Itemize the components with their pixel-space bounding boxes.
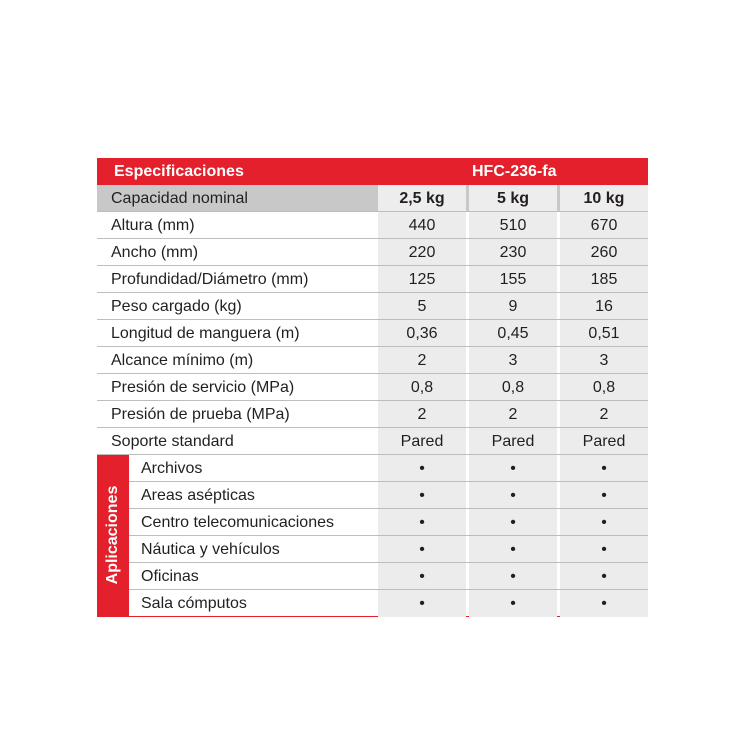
capacity-value: 2,5 kg [378, 185, 466, 211]
row-value: 230 [469, 239, 557, 265]
application-label: Sala cómputos [141, 595, 247, 612]
row-value: 260 [560, 239, 648, 265]
application-row [129, 536, 648, 563]
table-row [97, 239, 648, 266]
bullet-mark: • [469, 509, 557, 535]
row-value: 0,8 [469, 374, 557, 400]
row-value: 0,8 [378, 374, 466, 400]
row-value: 3 [560, 347, 648, 373]
bullet-mark: • [560, 536, 648, 562]
application-label: Archivos [141, 460, 203, 477]
row-value: Pared [469, 428, 557, 454]
application-row [129, 455, 648, 482]
table-row [97, 374, 648, 401]
row-label: Ancho (mm) [111, 244, 199, 261]
table-row [97, 401, 648, 428]
application-label: Areas asépticas [141, 487, 255, 504]
bullet-mark: • [469, 482, 557, 508]
table-row [97, 428, 648, 455]
applications-title: Aplicaciones [104, 485, 121, 585]
row-value: 670 [560, 212, 648, 238]
row-value: 2 [378, 401, 466, 427]
applications-section [97, 455, 648, 617]
row-label: Presión de prueba (MPa) [111, 406, 290, 423]
bullet-mark: • [378, 590, 466, 617]
row-label: Alcance mínimo (m) [111, 352, 254, 369]
bullet-mark: • [378, 509, 466, 535]
row-value: 2 [469, 401, 557, 427]
row-value: 16 [560, 293, 648, 319]
row-value: 9 [469, 293, 557, 319]
capacity-value: 10 kg [560, 185, 648, 211]
capacity-value: 5 kg [469, 185, 557, 211]
spec-table [97, 158, 648, 617]
bullet-mark: • [560, 482, 648, 508]
row-value: Pared [560, 428, 648, 454]
bullet-mark: • [378, 563, 466, 589]
capacity-label: Capacidad nominal [111, 190, 248, 207]
application-row [129, 590, 648, 617]
bullet-mark: • [378, 482, 466, 508]
row-value: 0,45 [469, 320, 557, 346]
bullet-mark: • [469, 455, 557, 481]
row-label: Altura (mm) [111, 217, 195, 234]
bullet-mark: • [378, 455, 466, 481]
bullet-mark: • [560, 455, 648, 481]
row-value: 155 [469, 266, 557, 292]
row-value: 440 [378, 212, 466, 238]
application-label: Centro telecomunicaciones [141, 514, 334, 531]
capacity-row [97, 185, 648, 212]
application-label: Náutica y vehículos [141, 541, 280, 558]
row-label: Soporte standard [111, 433, 234, 450]
row-label: Profundidad/Diámetro (mm) [111, 271, 309, 288]
header-title: Especificaciones [114, 163, 244, 180]
row-value: 125 [378, 266, 466, 292]
row-value: 5 [378, 293, 466, 319]
bullet-mark: • [469, 563, 557, 589]
row-label: Presión de servicio (MPa) [111, 379, 295, 396]
row-label: Longitud de manguera (m) [111, 325, 300, 342]
bullet-mark: • [378, 536, 466, 562]
row-value: 3 [469, 347, 557, 373]
bullet-mark: • [560, 590, 648, 617]
application-row [129, 509, 648, 536]
row-value: 0,8 [560, 374, 648, 400]
application-row [129, 482, 648, 509]
bullet-mark: • [469, 590, 557, 617]
table-row [97, 266, 648, 293]
row-value: 185 [560, 266, 648, 292]
row-value: Pared [378, 428, 466, 454]
table-row [97, 293, 648, 320]
row-value: 2 [560, 401, 648, 427]
header-model: HFC-236-fa [472, 163, 557, 180]
row-value: 0,51 [560, 320, 648, 346]
table-row [97, 347, 648, 374]
table-header [97, 158, 648, 185]
application-label: Oficinas [141, 568, 199, 585]
table-row [97, 320, 648, 347]
table-row [97, 212, 648, 239]
row-label: Peso cargado (kg) [111, 298, 242, 315]
bullet-mark: • [560, 563, 648, 589]
application-row [129, 563, 648, 590]
row-value: 220 [378, 239, 466, 265]
applications-sidebar [97, 455, 129, 617]
bullet-mark: • [469, 536, 557, 562]
row-value: 2 [378, 347, 466, 373]
row-value: 510 [469, 212, 557, 238]
bullet-mark: • [560, 509, 648, 535]
row-value: 0,36 [378, 320, 466, 346]
